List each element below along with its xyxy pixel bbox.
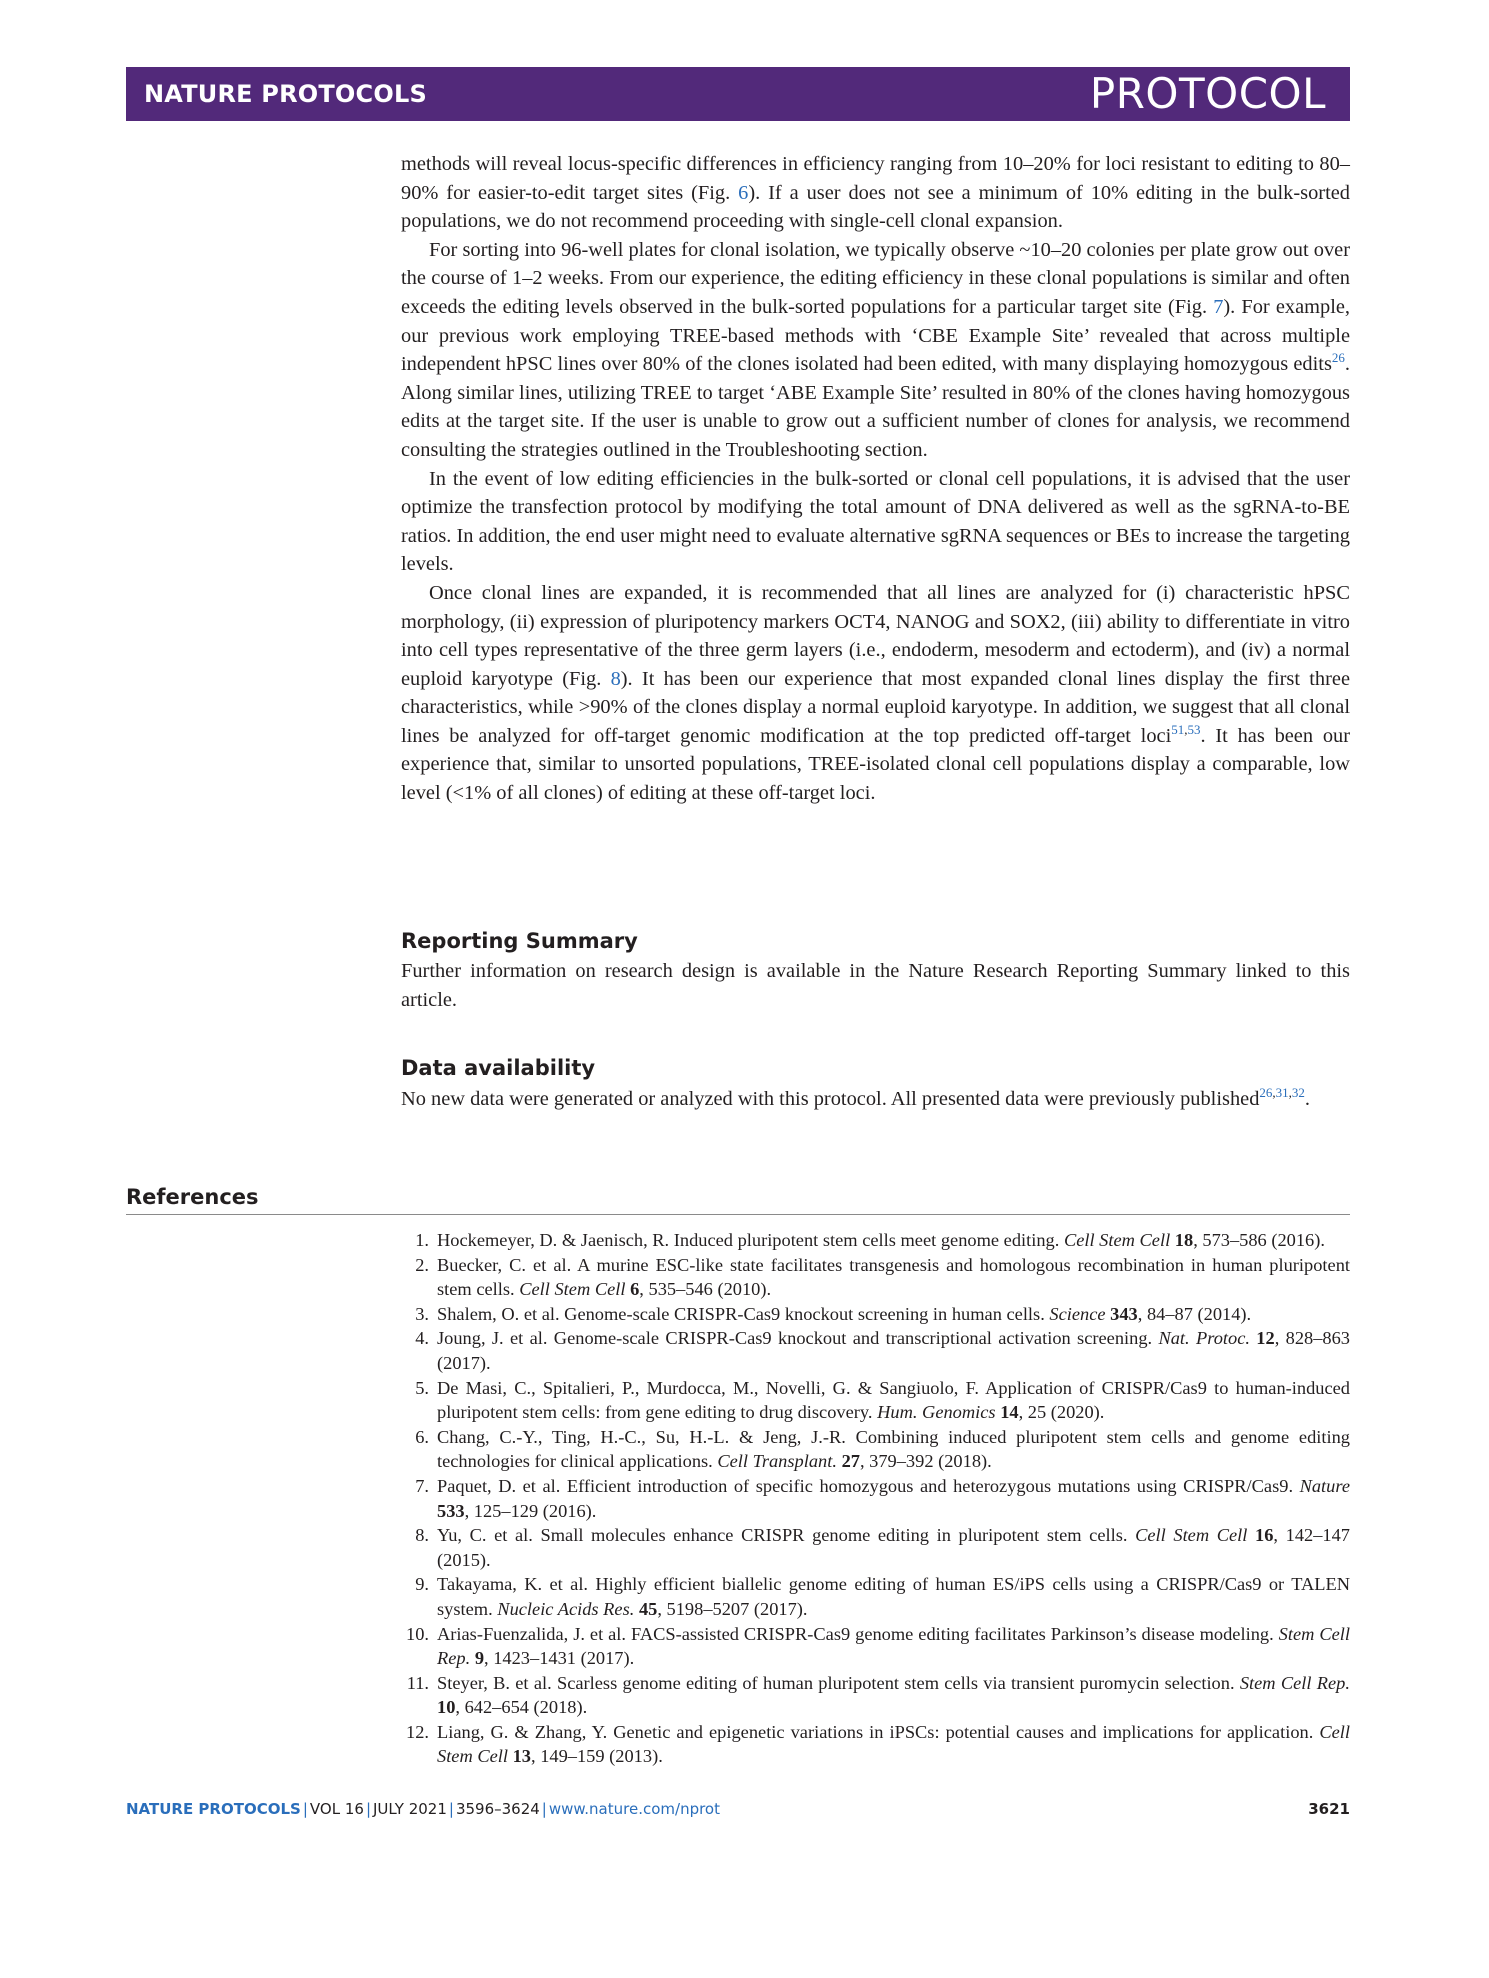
reference-text: Chang, C.-Y., Ting, H.-C., Su, H.-L. & Jeng, J.-R. Combining induced pluripotent stem cells and genome editing technologies for clinical applications. Cell Transplant. 27, 379–392 (2018). (437, 1426, 1350, 1472)
article-type: PROTOCOL (1089, 69, 1326, 118)
reference-number: 2. (415, 1254, 429, 1275)
data-availability-text: No new data were generated or analyzed with this protocol. All presented data were previously published$^{26,31,32}$. (401, 1085, 1310, 1110)
data-availability-heading: Data availability (401, 1056, 596, 1080)
reference-number: 1. (415, 1230, 429, 1250)
reference-text: De Masi, C., Spitalieri, P., Murdocca, M., Novelli, G. & Sangiuolo, F. Application of CRISPR/Cas9 to human-induced pluripotent stem cells: from gene editing to drug discovery. Hum. Genomics 14, 25 (2020). (437, 1377, 1350, 1423)
footer-volume: VOL 16 (309, 1800, 364, 1818)
reference-item (401, 1302, 1350, 1327)
reference-number: 5. (415, 1377, 429, 1398)
footer-url[interactable]: www.nature.com/nprot (548, 1800, 720, 1818)
reference-text: Shalem, O. et al. Genome-scale CRISPR-Cas9 knockout screening in human cells. Science 343, 84–87 (2014). (437, 1303, 1252, 1324)
reference-item (401, 1474, 1350, 1523)
references-divider (126, 1214, 1350, 1215)
references-heading: References (126, 1185, 259, 1209)
paragraph: methods will reveal locus-specific differences in efficiency ranging from 10–20% for loci resistant to editing to 80–90% for easier-to-edit target sites (Fig. 6). If a user does not see a minimum of 10% editing in the bulk-sorted populations, we do not recommend proceeding with single-cell clonal expansion. (401, 153, 1350, 233)
reference-number: 6. (415, 1426, 429, 1447)
header-banner (126, 67, 1350, 121)
page-number: 3621 (1308, 1800, 1350, 1818)
reference-number: 7. (415, 1475, 429, 1496)
body-text (401, 150, 1350, 808)
citation-link[interactable]: 51 (1171, 721, 1185, 737)
reference-text: Steyer, B. et al. Scarless genome editing of human pluripotent stem cells via transient puromycin selection. Stem Cell Rep. 10, 642–654 (2018). (437, 1672, 1350, 1718)
reference-item (401, 1622, 1350, 1671)
paragraph: For sorting into 96-well plates for clonal isolation, we typically observe ~10–20 colonies per plate grow out over the course of 1–2 weeks. From our experience, the editing efficiency in these clonal populations is similar and often exceeds the editing levels observed in the bulk-sorted populations for a particular target site (Fig. 7). For example, our previous work employing TREE-based methods with ‘CBE Example Site’ revealed that across multiple independent hPSC lines over 80% of the clones isolated had been edited, with many displaying homozygous edits$^{26}$. Along similar lines, utilizing TREE to target ‘ABE Example Site’ resulted in 80% of the clones having homozygous edits at the target site. If the user is unable to grow out a sufficient number of clones for analysis, we recommend consulting the strategies outlined in the Troubleshooting section. (401, 238, 1351, 461)
reference-text: Liang, G. & Zhang, Y. Genetic and epigenetic variations in iPSCs: potential causes and implications for application. Cell Stem Cell 13, 149–159 (2013). (437, 1721, 1350, 1767)
paragraph: In the event of low editing efficiencies in the bulk-sorted or clonal cell populations, it is advised that the user optimize the transfection protocol by modifying the total amount of DNA delivered as well as the sgRNA-to-BE ratios. In addition, the end user might need to evaluate alternative sgRNA sequences or BEs to increase the targeting levels. (401, 467, 1350, 576)
reference-item (401, 1720, 1350, 1769)
reference-item (401, 1671, 1350, 1720)
footer-journal: NATURE PROTOCOLS (126, 1800, 301, 1818)
reference-text: Buecker, C. et al. A murine ESC-like state facilitates transgenesis and homologous recombination in human pluripotent stem cells. Cell Stem Cell 6, 535–546 (2010). (437, 1254, 1350, 1300)
paragraph: Once clonal lines are expanded, it is recommended that all lines are analyzed for (i) characteristic hPSC morphology, (ii) expression of pluripotency markers OCT4, NANOG and SOX2, (iii) ability to differentiate in vitro into cell types representative of the three germ layers (i.e., endoderm, mesoderm and ectoderm), and (iv) a normal euploid karyotype (Fig. 8). It has been our experience that most expanded clonal lines display the first three characteristics, while >90% of the clones display a normal euploid karyotype. In addition, we suggest that all clonal lines be analyzed for off-target genomic modification at the top predicted off-target loci$^{51,53}$. It has been our experience that, similar to unsorted populations, TREE-isolated clonal cell populations display a comparable, low level (<1% of all clones) of editing at these off-target loci. (401, 581, 1351, 805)
citation-link[interactable]: 32 (1291, 1085, 1305, 1100)
page-footer: NATURE PROTOCOLS | VOL 16 | JULY 2021 | 3596–3624 | www.nature.com/nprot 3621 (126, 1800, 1350, 1818)
reference-number: 11. (406, 1672, 429, 1693)
reference-text: Hockemeyer, D. & Jaenisch, R. Induced pluripotent stem cells meet genome editing. Cell Stem Cell 18, 573–586 (2016). (437, 1230, 1325, 1250)
reference-number: 3. (415, 1303, 429, 1324)
figure-link[interactable]: 7 (1213, 295, 1224, 318)
reference-number: 10. (406, 1623, 429, 1644)
reference-item (401, 1572, 1350, 1621)
reporting-summary-heading: Reporting Summary (401, 929, 638, 953)
reference-number: 9. (415, 1574, 429, 1595)
reference-item (401, 1523, 1350, 1572)
figure-link[interactable]: 6 (738, 181, 749, 204)
reference-item (401, 1253, 1350, 1302)
reference-number: 4. (415, 1328, 429, 1349)
reference-number: 12. (406, 1721, 429, 1742)
reference-number: 8. (415, 1525, 429, 1546)
footer-date: JULY 2021 (373, 1800, 447, 1818)
citation-link[interactable]: 26 (1331, 350, 1345, 366)
footer-pages: 3596–3624 (455, 1800, 540, 1818)
reference-item (401, 1228, 1350, 1253)
journal-name: NATURE PROTOCOLS (144, 80, 427, 108)
figure-link[interactable]: 8 (610, 667, 621, 690)
reference-text: Joung, J. et al. Genome-scale CRISPR-Cas9 knockout and transcriptional activation screening. Nat. Protoc. 12, 828–863 (2017). (437, 1328, 1350, 1373)
citation-link[interactable]: 53 (1187, 721, 1201, 737)
reference-item (401, 1425, 1350, 1474)
reference-item (401, 1326, 1350, 1375)
reference-text: Arias-Fuenzalida, J. et al. FACS-assisted CRISPR-Cas9 genome editing facilitates Parkinson’s disease modeling. Stem Cell Rep. 9, 1423–1431 (2017). (437, 1623, 1350, 1669)
reference-text: Yu, C. et al. Small molecules enhance CRISPR genome editing in pluripotent stem cells. Cell Stem Cell 16, 142–147 (2015). (437, 1525, 1350, 1570)
reference-list (401, 1228, 1350, 1769)
reference-item (401, 1376, 1350, 1425)
reporting-summary-text: Further information on research design is available in the Nature Research Reporting Summary linked to this article. (401, 960, 1350, 1011)
citation-link[interactable]: 31 (1275, 1085, 1289, 1100)
reference-text: Takayama, K. et al. Highly efficient biallelic genome editing of human ES/iPS cells using a CRISPR/Cas9 or TALEN system. Nucleic Acids Res. 45, 5198–5207 (2017). (437, 1574, 1350, 1619)
citation-link[interactable]: 26 (1259, 1085, 1273, 1100)
reference-text: Paquet, D. et al. Efficient introduction of specific homozygous and heterozygous mutations using CRISPR/Cas9. Nature 533, 125–129 (2016). (437, 1475, 1350, 1521)
